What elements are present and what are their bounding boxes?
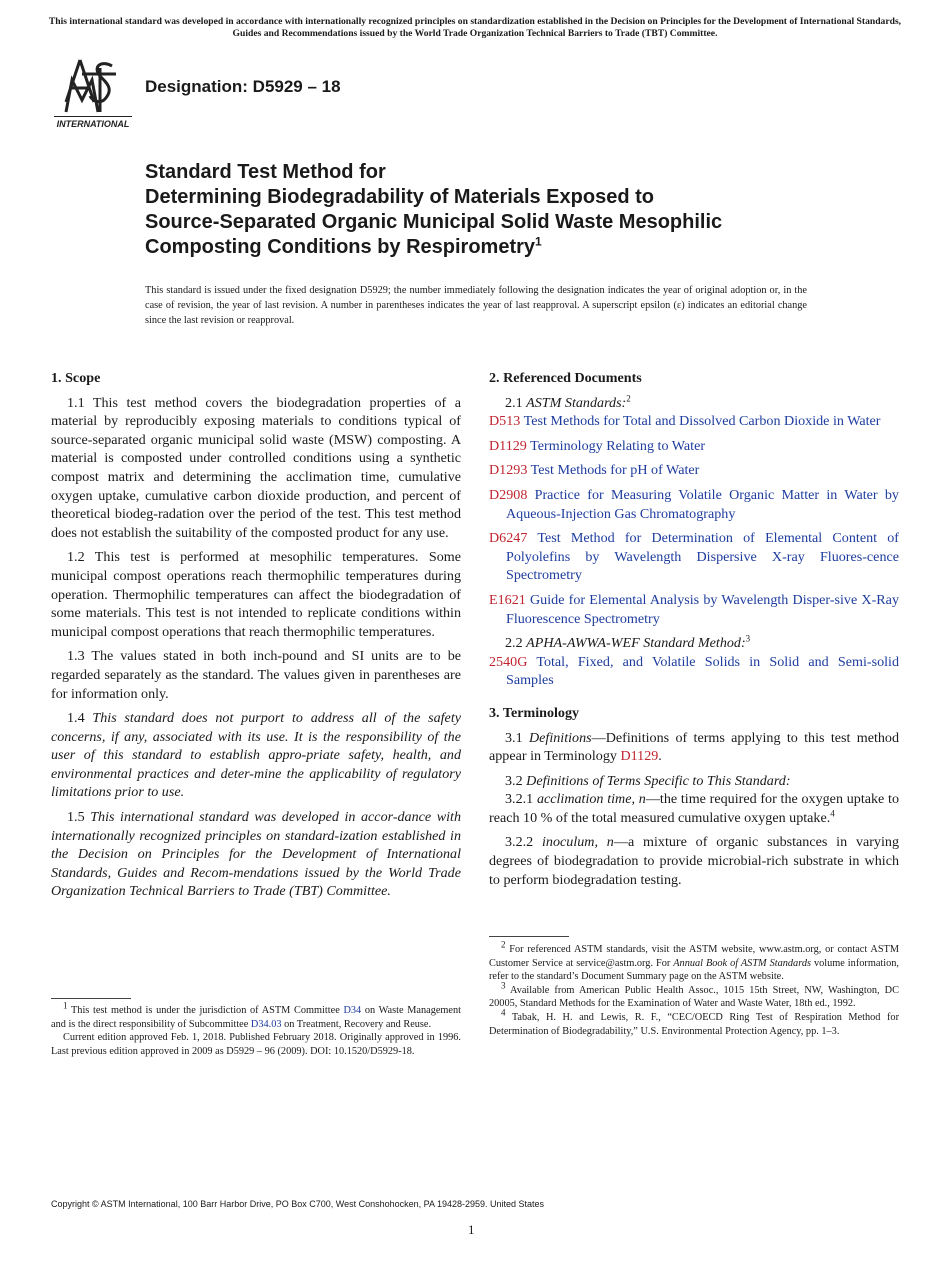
footnote-2 (489, 939, 899, 984)
apha-num: 2.2 (505, 635, 523, 652)
definition-3-2-1-mark: 4 (830, 808, 835, 819)
definition-3-1-num: 3.1 (505, 729, 523, 746)
reference-title-link[interactable]: Guide for Elemental Analysis by Wavelength Disper-sive X-Ray Fluorescence Spectrometry (506, 591, 899, 627)
definition-3-2-1 (489, 790, 899, 827)
definition-3-2-2-num: 3.2.2 (505, 834, 534, 851)
title-footnote-mark: 1 (535, 234, 542, 249)
scope-1-4-num: 1.4 (67, 710, 85, 727)
reference-item (489, 486, 899, 523)
reference-item (489, 412, 899, 431)
footnote-1-text-c: on Treatment, Recovery and Reuse. (284, 1018, 432, 1030)
definition-3-1-text: —Definitions of terms applying to this test method appear in Terminology (489, 729, 900, 765)
scope-heading: 1. Scope (51, 370, 101, 386)
astm-standards-num: 2.1 (505, 394, 523, 411)
designation-intro: This standard is issued under the fixed designation D5929; the number immediately following the designation indicates the year of original adoption or, in the case of revision, the year of last revision. A number in parentheses indicates the year of last reapproval. A superscript epsilon (ε) indicates an editorial change since the last revision or reapproval. (145, 285, 807, 326)
apha-label: APHA-AWWA-WEF Standard Method: (526, 635, 746, 652)
committee-link[interactable]: D34 (343, 1005, 362, 1016)
footnote-2-italic: Annual Book of ASTM Standards (673, 957, 811, 969)
scope-1-5-text: This international standard was developed in accor-dance with internationally recognized principles on standard-ization established in the Decision on Principles for the Development of International Standards, Guides and Recom-mendations issued by the World Trade Organization Technical Barriers to Trade (TBT) Committee. (51, 809, 461, 900)
logo-text: INTERNATIONAL (56, 119, 130, 129)
footnote-1-edition: Current edition approved Feb. 1, 2018. Published February 2018. Originally approved in 1996. Last previous edition approved in 2009 as D5929 – 96 (2009). DOI: 10.1520/D5929-18. (51, 1032, 461, 1057)
scope-1-4-text: This standard does not purport to address all of the safety concerns, if any, associated with its use. It is the responsibility of the user of this standard to establish appro-priate safety, health, and environmental practices and deter-mine the applicability of regulatory limitations prior to use. (51, 710, 461, 801)
definition-3-2-1-num: 3.2.1 (505, 791, 534, 808)
reference-item (489, 437, 899, 456)
astm-logo-icon (52, 56, 134, 132)
definition-3-2-1-term: acclimation time, n (536, 791, 646, 808)
terminology-heading: 3. Terminology (489, 704, 580, 721)
scope-1-1: 1.1 This test method covers the biodegradation properties of a material by reproducibly exposing materials to conditions typical of source-separated organic municipal solid waste (MSW) composting. A material is composted under controlled conditions using a synthetic compost matrix and determining the acclimation time, cumulative oxygen uptake, cumulative carbon dioxide production, and percent of theoretical biodeg-radation over the period of the test. This test method does not establish the suitability of the composted product for any use. (51, 394, 461, 541)
terminology-link[interactable]: D1129 (620, 748, 659, 765)
scope-1-3: 1.3 The values stated in both inch-pound and SI units are to be regarded separately as the standard. The values given in parentheses are for information only. (51, 648, 461, 702)
copyright-line: Copyright © ASTM International, 100 Barr Harbor Drive, PO Box C700, West Conshohocken, PA 19428-2959. United States (51, 1199, 545, 1209)
designation: Designation: D5929 – 18 (145, 77, 341, 96)
footnote-3-mark: 3 (501, 980, 506, 991)
astm-standards-mark: 2 (626, 392, 631, 403)
document-title (145, 160, 885, 260)
tbt-notice: This international standard was developed in accordance with internationally recognized principles on standardization established in the Decision on Principles for the Development of International Standards, Guides and Recommendations issued by the World Trade Organization Technical Barriers to Trade (TBT) Committee. (48, 16, 902, 39)
scope-1-5-num: 1.5 (67, 809, 85, 826)
footnote-1-mark: 1 (63, 1000, 68, 1011)
reference-title-link[interactable]: Total, Fixed, and Volatile Solids in Solid and Semi-solid Samples (506, 653, 899, 689)
reference-code-link[interactable]: E1621 (489, 591, 526, 608)
scope-1-5 (51, 808, 461, 901)
definition-3-2-2-term: inoculum, n (542, 834, 614, 851)
apha-standards-list (489, 653, 899, 690)
reference-code-link[interactable]: D6247 (489, 530, 528, 547)
reference-code-link[interactable]: D513 (489, 413, 521, 430)
reference-title-link[interactable]: Test Methods for pH of Water (530, 462, 700, 479)
footnote-2-text-b: volume information, refer to the standard’s Document Summary page on the ASTM website. (489, 957, 899, 983)
footnote-3-text: Available from American Public Health Assoc., 1015 15th Street, NW, Washington, DC 20005, Standard Methods for the Examination of Water and Waste Water, 18th ed., 1992. (489, 984, 899, 1010)
title-line-3: Source-Separated Organic Municipal Solid Waste Mesophilic (145, 211, 723, 233)
reference-code-link[interactable]: D1293 (489, 462, 528, 479)
footnote-1-jurisdiction (51, 1000, 461, 1031)
reference-code-link[interactable]: D2908 (489, 486, 528, 503)
astm-standards-list (489, 412, 899, 628)
scope-1-4 (51, 709, 461, 802)
astm-standards-label: ASTM Standards: (526, 394, 627, 411)
astm-standards-subheading (489, 394, 899, 413)
definition-3-1-term: Definitions (528, 729, 592, 746)
footnote-3 (489, 980, 899, 1011)
definition-3-1 (489, 729, 899, 766)
footnote-1-text-a: This test method is under the jurisdiction of ASTM Committee (71, 1005, 340, 1016)
reference-title-link[interactable]: Practice for Measuring Volatile Organic Matter in Water by Aqueous-Injection Gas Chromatography (506, 486, 899, 522)
footnote-1-text-b: on Waste Management and is the direct responsibility of Subcommittee (51, 1005, 461, 1030)
page-number: 1 (468, 1222, 475, 1237)
definition-3-1-end: . (658, 748, 662, 765)
reference-item (489, 529, 899, 585)
definition-3-2 (489, 772, 899, 791)
footnote-4 (489, 1007, 899, 1038)
reference-title-link[interactable]: Terminology Relating to Water (530, 437, 706, 454)
astm-logo (52, 56, 134, 132)
scope-1-2: 1.2 This test is performed at mesophilic temperatures. Some municipal compost operations reach thermophilic temperatures during operation. Thermophilic temperatures can affect the biodegradation of some materials. This test is not intended to replicate conditions within municipal compost operations that reach thermophilic temperatures. (51, 549, 461, 640)
reference-code-link[interactable]: 2540G (489, 653, 528, 670)
definition-3-2-2 (489, 833, 899, 889)
apha-subheading (489, 634, 899, 653)
definition-3-2-num: 3.2 (505, 772, 523, 789)
footnotes-right (489, 939, 899, 1038)
title-line-4 (145, 235, 885, 260)
left-column (51, 369, 461, 907)
title-line-4-text: Composting Conditions by Respirometry (145, 236, 536, 258)
reference-item (489, 461, 899, 480)
reference-title-link[interactable]: Test Methods for Total and Dissolved Carbon Dioxide in Water (523, 413, 881, 430)
right-column (489, 369, 899, 895)
subcommittee-link[interactable]: D34.03 (250, 1018, 282, 1030)
footnote-1 (51, 1000, 461, 1058)
footnote-4-mark: 4 (501, 1007, 506, 1018)
footnote-2-text-a: For referenced ASTM standards, visit the ASTM website, www.astm.org, or contact ASTM Customer Service at service@astm.org. For (489, 944, 899, 969)
reference-item (489, 653, 899, 690)
title-line-2: Determining Biodegradability of Materials Exposed to (145, 186, 654, 208)
referenced-docs-heading: 2. Referenced Documents (489, 370, 642, 386)
reference-title-link[interactable]: Test Method for Determination of Elemental Content of Polyolefins by Wavelength Dispersive X-ray Fluores-cence Spectrometry (506, 530, 899, 584)
footnote-4-text: Tabak, H. H. and Lewis, R. F., “CEC/OECD Ring Test of Respiration Method for Determination of Biodegradability,” U.S. Environmental Protection Agency, pp. 1–3. (489, 1011, 899, 1037)
definition-3-2-1-text: —the time required for the oxygen uptake to reach 10 % of the total measured cumulative oxygen uptake. (489, 791, 900, 826)
footnote-rule-left (51, 998, 131, 999)
definition-3-2-2-text: —a mixture of organic substances in varying degrees of biodegradation to provide microbial-rich substrate in which to perform biodegradation testing. (489, 834, 899, 888)
title-line-1: Standard Test Method for (145, 161, 386, 183)
reference-item (489, 591, 899, 628)
footnote-rule-right (489, 936, 569, 937)
definition-3-2-term: Definitions of Terms Specific to This Standard: (526, 772, 791, 789)
reference-code-link[interactable]: D1129 (489, 437, 527, 454)
footnote-2-mark: 2 (501, 939, 506, 950)
apha-mark: 3 (745, 633, 751, 644)
